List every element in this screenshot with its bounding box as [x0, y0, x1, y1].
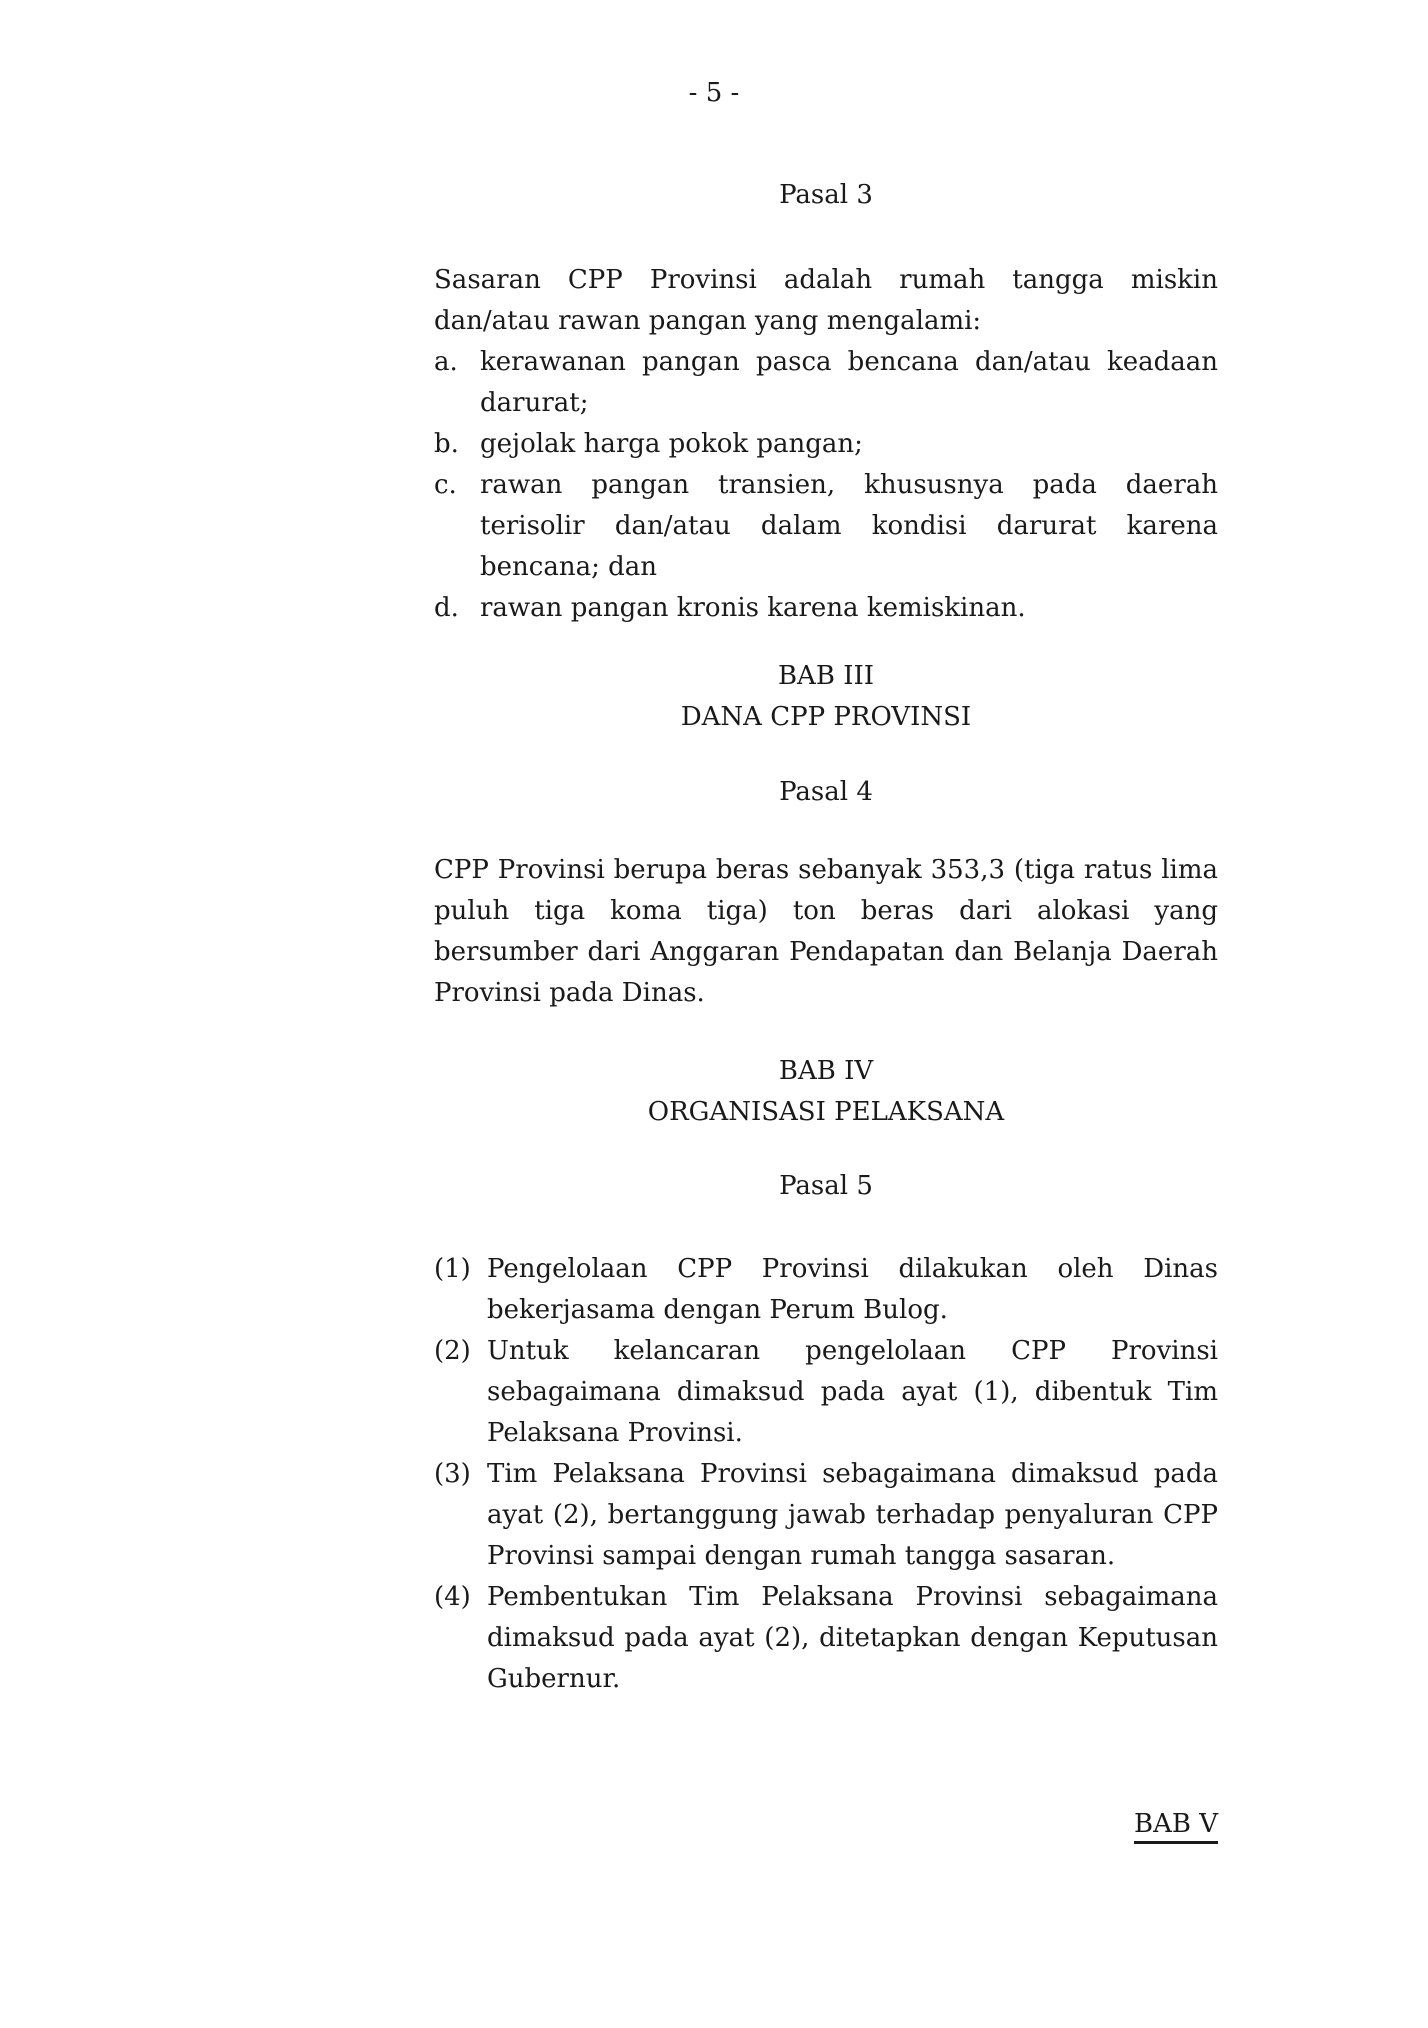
list-item-number: (2): [434, 1336, 471, 1366]
list-item-text: Pengelolaan CPP Provinsi dilakukan oleh Dinas bekerjasama dengan Perum Bulog.: [487, 1254, 1218, 1325]
pasal-3-intro-paragraph: Sasaran CPP Provinsi adalah rumah tangga miskin dan/atau rawan pangan yang mengalami:: [434, 265, 1218, 336]
list-item: [434, 588, 1218, 629]
pasal-3-heading: Pasal 3: [779, 180, 873, 210]
pasal-5-heading: Pasal 5: [779, 1171, 873, 1201]
pasal-3-item-list: [434, 342, 1218, 629]
page-number: - 5 -: [688, 78, 740, 108]
bab-iii-heading: [434, 656, 1218, 738]
list-item-text: Pembentukan Tim Pelaksana Provinsi sebagaimana dimaksud pada ayat (2), ditetapkan dengan Keputusan Gubernur.: [487, 1582, 1218, 1694]
bab-iv-chapter-label: BAB IV: [778, 1056, 874, 1086]
list-item: [434, 1249, 1218, 1331]
list-item-letter: a.: [434, 347, 458, 377]
list-item-text: Tim Pelaksana Provinsi sebagaimana dimaksud pada ayat (2), bertanggung jawab terhadap penyaluran CPP Provinsi sampai dengan rumah tangga sasaran.: [487, 1459, 1218, 1571]
list-item-text: rawan pangan transien, khususnya pada daerah terisolir dan/atau dalam kondisi darurat karena bencana; dan: [480, 470, 1218, 582]
list-item-text: gejolak harga pokok pangan;: [480, 429, 863, 459]
list-item: [434, 1331, 1218, 1454]
pasal-4-paragraph: CPP Provinsi berupa beras sebanyak 353,3 (tiga ratus lima puluh tiga koma tiga) ton beras dari alokasi yang bersumber dari Anggaran Pendapatan dan Belanja Daerah Provinsi pada Dinas.: [434, 855, 1218, 1008]
list-item-number: (4): [434, 1582, 471, 1612]
list-item: [434, 1577, 1218, 1700]
list-item: [434, 1454, 1218, 1577]
list-item: [434, 342, 1218, 424]
list-item-text: Untuk kelancaran pengelolaan CPP Provinsi sebagaimana dimaksud pada ayat (1), dibentuk Tim Pelaksana Provinsi.: [487, 1336, 1218, 1448]
document-body: [434, 175, 1218, 1845]
bab-iv-chapter-title: ORGANISASI PELAKSANA: [647, 1097, 1005, 1127]
catchword-row: [434, 1804, 1218, 1845]
list-item: [434, 465, 1218, 588]
next-chapter-catchword: BAB V: [1134, 1808, 1218, 1844]
list-item-text: kerawanan pangan pasca bencana dan/atau keadaan darurat;: [480, 347, 1218, 418]
pasal-4-heading: Pasal 4: [779, 777, 873, 807]
list-item-letter: b.: [434, 429, 459, 459]
bab-iii-chapter-label: BAB III: [777, 661, 875, 691]
list-item: [434, 424, 1218, 465]
bab-iv-heading: [434, 1051, 1218, 1133]
list-item-letter: c.: [434, 470, 457, 500]
list-item-letter: d.: [434, 593, 459, 623]
pasal-5-item-list: [434, 1249, 1218, 1700]
bab-iii-chapter-title: DANA CPP PROVINSI: [680, 702, 972, 732]
list-item-number: (1): [434, 1254, 471, 1284]
list-item-number: (3): [434, 1459, 471, 1489]
list-item-text: rawan pangan kronis karena kemiskinan.: [480, 593, 1026, 623]
